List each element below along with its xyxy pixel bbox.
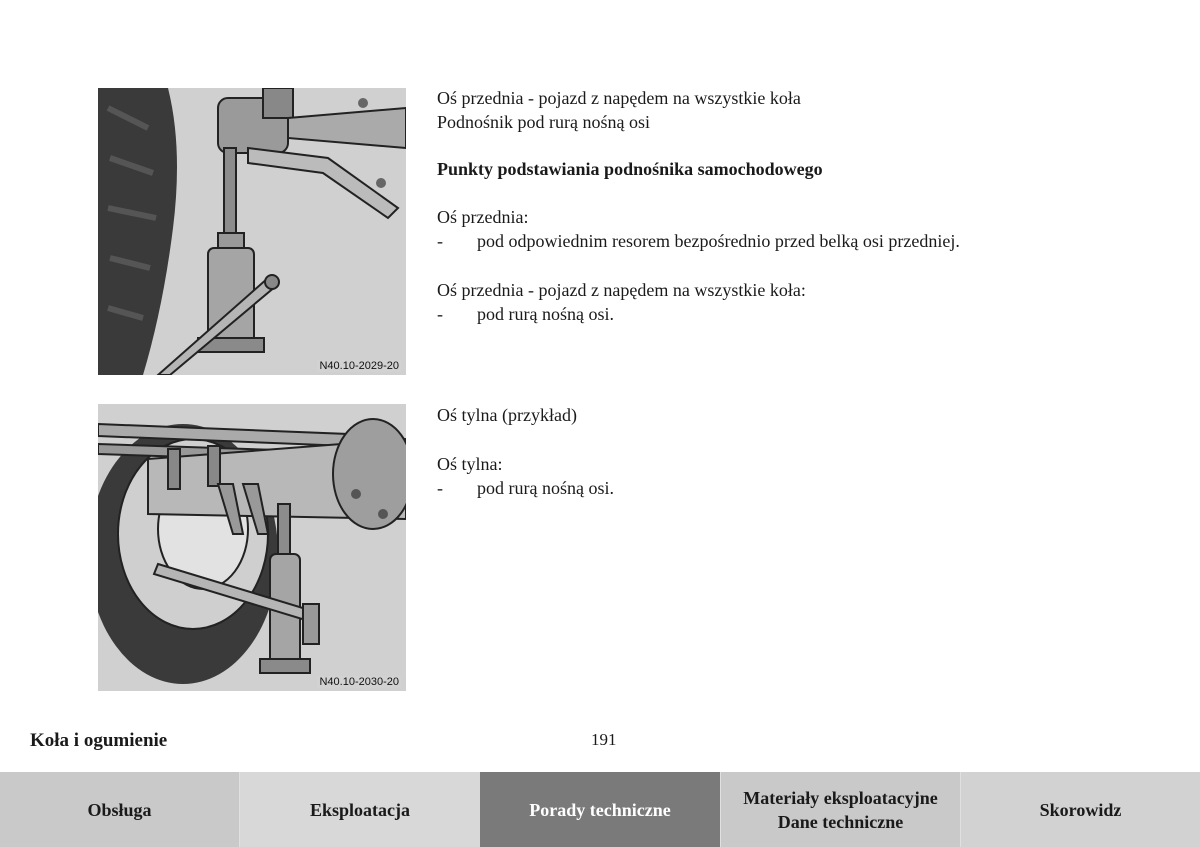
- awd-instructions: [437, 278, 806, 326]
- nav-tab-eksploatacja[interactable]: [240, 772, 480, 847]
- list-item: [437, 229, 960, 253]
- caption-line: Oś przednia - pojazd z napędem na wszystkie koła: [437, 88, 801, 108]
- list-item-text: pod rurą nośną osi.: [477, 478, 614, 498]
- list-dash: -: [437, 478, 443, 498]
- nav-tab-label-line2: Dane techniczne: [777, 811, 904, 832]
- section-heading: [437, 157, 823, 181]
- front-axle-figure-caption: [437, 86, 801, 134]
- list-item-text: pod rurą nośną osi.: [477, 304, 614, 324]
- nav-tab-obsluga[interactable]: [0, 772, 240, 847]
- nav-tab-porady-techniczne[interactable]: [480, 772, 720, 847]
- heading-text: Punkty podstawiania podnośnika samochodowego: [437, 159, 823, 179]
- caption-line: Oś tylna (przykład): [437, 405, 577, 425]
- front-axle-jack-illustration: [98, 88, 406, 375]
- rear-axle-jack-drawing: [98, 404, 406, 691]
- list-item: [437, 302, 806, 326]
- list-item: [437, 476, 614, 500]
- nav-tab-skorowidz[interactable]: [960, 772, 1200, 847]
- rear-axle-figure-caption: [437, 403, 577, 427]
- nav-tab-label-line1: Materiały eksploatacyjne: [743, 787, 938, 808]
- nav-tab-label: Eksploatacja: [309, 799, 410, 820]
- page-number: 191: [591, 730, 617, 749]
- nav-tab-materialy-dane-techniczne[interactable]: [720, 772, 960, 847]
- front-axle-jack-drawing: [98, 88, 406, 375]
- awd-label: Oś przednia - pojazd z napędem na wszystkie koła:: [437, 280, 806, 300]
- figure-code-label: N40.10-2029-20: [319, 360, 399, 372]
- front-axle-label: Oś przednia:: [437, 207, 529, 227]
- rear-axle-label: Oś tylna:: [437, 454, 503, 474]
- chapter-navigation-bar: [0, 772, 1200, 847]
- rear-axle-instructions: [437, 452, 614, 500]
- list-dash: -: [437, 304, 443, 324]
- caption-line: Podnośnik pod rurą nośną osi: [437, 112, 650, 132]
- list-item-text: pod odpowiednim resorem bezpośrednio przed belką osi przedniej.: [477, 231, 960, 251]
- nav-tab-label: Obsługa: [87, 799, 152, 820]
- rear-axle-jack-illustration: [98, 404, 406, 691]
- list-dash: -: [437, 231, 443, 251]
- front-axle-instructions: [437, 205, 960, 253]
- nav-tab-label: Porady techniczne: [529, 799, 671, 820]
- nav-tab-label: Skorowidz: [1039, 799, 1122, 820]
- figure-code-label: N40.10-2030-20: [319, 676, 399, 688]
- section-title: Koła i ogumienie: [30, 730, 168, 751]
